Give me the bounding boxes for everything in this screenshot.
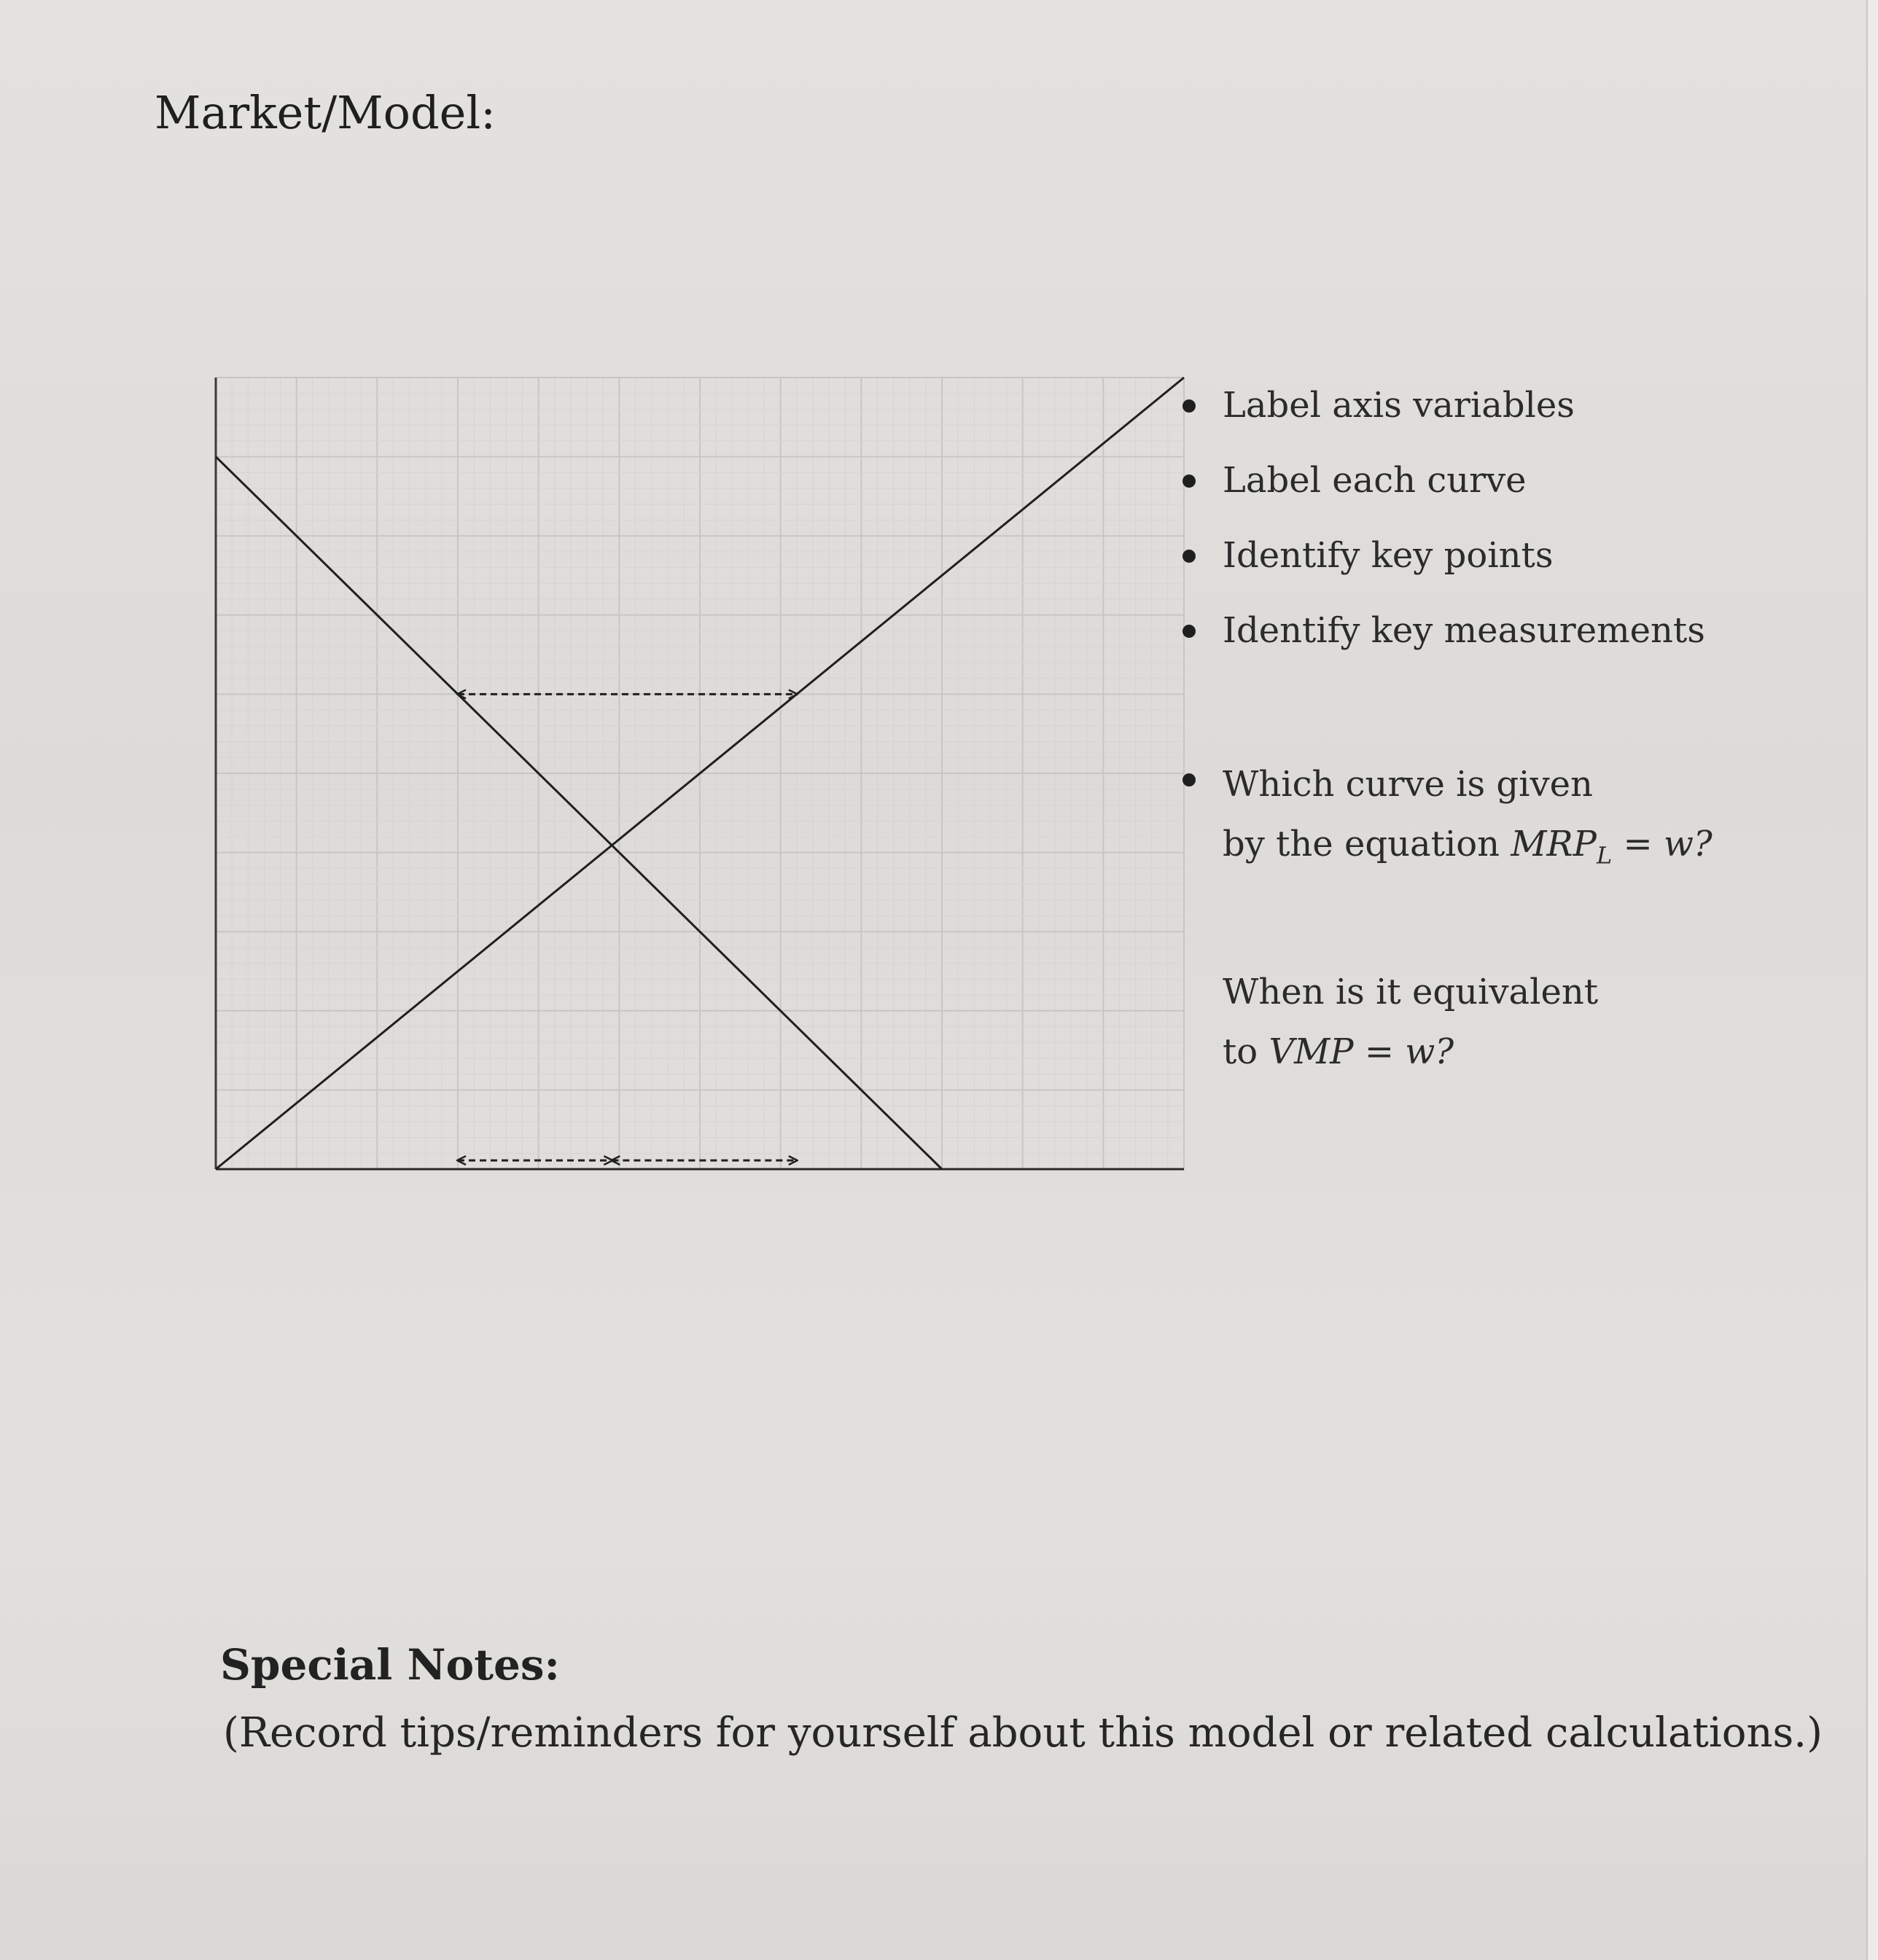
instruction-label-curve: Label each curve [1182,454,1705,529]
question-vmp [1223,962,1598,1082]
equation-vmp: VMP = w? [1269,1031,1454,1072]
question-mrp-line-2: by the equation $MRP_L = w$? [1223,824,1713,870]
downward-curve [216,457,942,1169]
equation-mrp-subscript: L [1596,841,1613,870]
equation-mrp-lhs: MRP [1511,824,1597,864]
page-title: Market/Model: [155,86,496,139]
equation-mrp-rhs: = w? [1612,824,1713,864]
instruction-key-measurements: Identify key measurements [1182,604,1705,679]
question-mrp [1223,754,1713,886]
instruction-list [1182,379,1705,679]
notes-text: (Record tips/reminders for yourself about this model or related calculations.) [223,1709,1823,1757]
instruction-key-points: Identify key points [1182,529,1705,604]
instruction-label-axis: Label axis variables [1182,379,1705,454]
notes-title: Special Notes: [220,1640,560,1690]
question-vmp-line-2: to VMP = w? [1223,1031,1454,1072]
question-vmp-line-1: When is it equivalent [1223,972,1599,1012]
question-mrp-line-1: Which curve is given [1223,764,1593,805]
question-bullet [1182,773,1199,789]
